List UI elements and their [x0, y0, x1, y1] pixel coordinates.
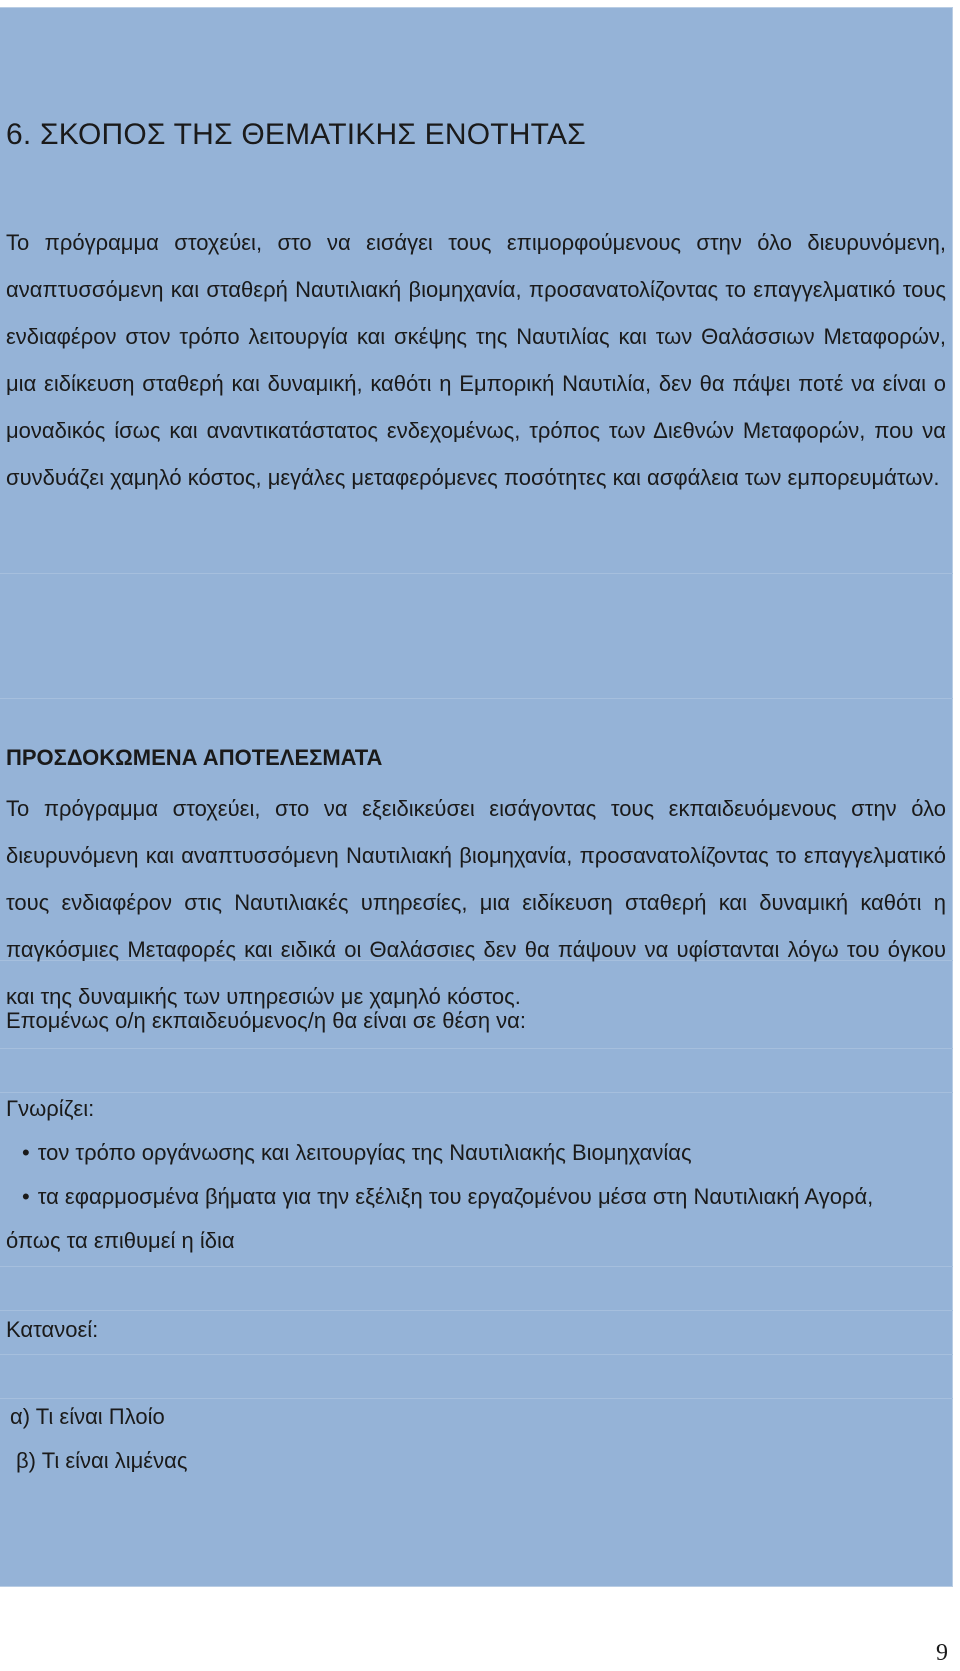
- results-paragraph: Το πρόγραμμα στοχεύει, στο να εξειδικεύσει εισάγοντας τους εκπαιδευόμενους στην όλο διευρυνόμενη και αναπτυσσόμενη Ναυτιλιακή βιομηχανία, προσανατολίζοντας το επαγγελματικό τους ενδιαφέρον στις Ναυτιλιακές υπηρεσίες, μια ειδίκευση σταθερή και δυναμική καθότι η παγκόσμιες Μεταφορές και ειδικά οι Θαλάσσιες δεν θα πάψουν να υφίστανται λόγω του όγκου και της δυναμικής των υπηρεσιών με χαμηλό κόστος.: [6, 796, 946, 1009]
- divider: [0, 1092, 953, 1093]
- list-item: α) Τι είναι Πλοίο: [10, 1404, 165, 1429]
- divider: [0, 1354, 953, 1355]
- list-item: β) Τι είναι λιμένας: [16, 1448, 188, 1473]
- bullet-icon: •: [22, 1184, 30, 1209]
- divider: [0, 1048, 953, 1049]
- divider: [0, 1398, 953, 1399]
- knows-label: Γνωρίζει:: [6, 1096, 95, 1121]
- list-item: [22, 1140, 692, 1166]
- results-heading: ΠΡΟΣΔΟΚΩΜΕΝΑ ΑΠΟΤΕΛΕΣΜΑΤΑ: [6, 745, 383, 770]
- consequently-line: Επομένως ο/η εκπαιδευόμενος/η θα είναι σε θέση να:: [6, 1008, 527, 1033]
- divider: [0, 1266, 953, 1267]
- divider: [0, 573, 953, 574]
- list-item-text: τα εφαρμοσμένα βήματα για την εξέλιξη του εργαζομένου μέσα στη Ναυτιλιακή Αγορά,: [37, 1184, 874, 1209]
- divider: [0, 1310, 953, 1311]
- bullet-icon: •: [22, 1140, 30, 1165]
- list-item-text: τον τρόπο οργάνωσης και λειτουργίας της Ναυτιλιακής Βιομηχανίας: [37, 1140, 692, 1165]
- intro-paragraph: Το πρόγραμμα στοχεύει, στο να εισάγει τους επιμορφούμενους στην όλο διευρυνόμενη, αναπτυσσόμενη και σταθερή Ναυτιλιακή βιομηχανία, προσανατολίζοντας το επαγγελματικό τους ενδιαφέρον στον τρόπο λειτουργία και σκέψης της Ναυτιλίας και των Θαλάσσιων Μεταφορών, μια ειδίκευση σταθερή και δυναμική, καθότι η Εμπορική Ναυτιλία, δεν θα πάψει ποτέ να είναι ο μοναδικός ίσως και αναντικατάστατος ενδεχομένως, τρόπος των Διεθνών Μεταφορών, που να συνδυάζει χαμηλό κόστος, μεγάλες μεταφερόμενες ποσότητες και ασφάλεια των εμπορευμάτων.: [6, 230, 946, 490]
- list-item: [22, 1184, 873, 1210]
- understands-label: Κατανοεί:: [6, 1317, 99, 1342]
- list-item-continuation: όπως τα επιθυμεί η ίδια: [6, 1228, 235, 1253]
- section-title: 6. ΣΚΟΠΟΣ ΤΗΣ ΘΕΜΑΤΙΚΗΣ ΕΝΟΤΗΤΑΣ: [6, 118, 586, 151]
- page-number: 9: [936, 1640, 948, 1666]
- divider: [0, 698, 953, 699]
